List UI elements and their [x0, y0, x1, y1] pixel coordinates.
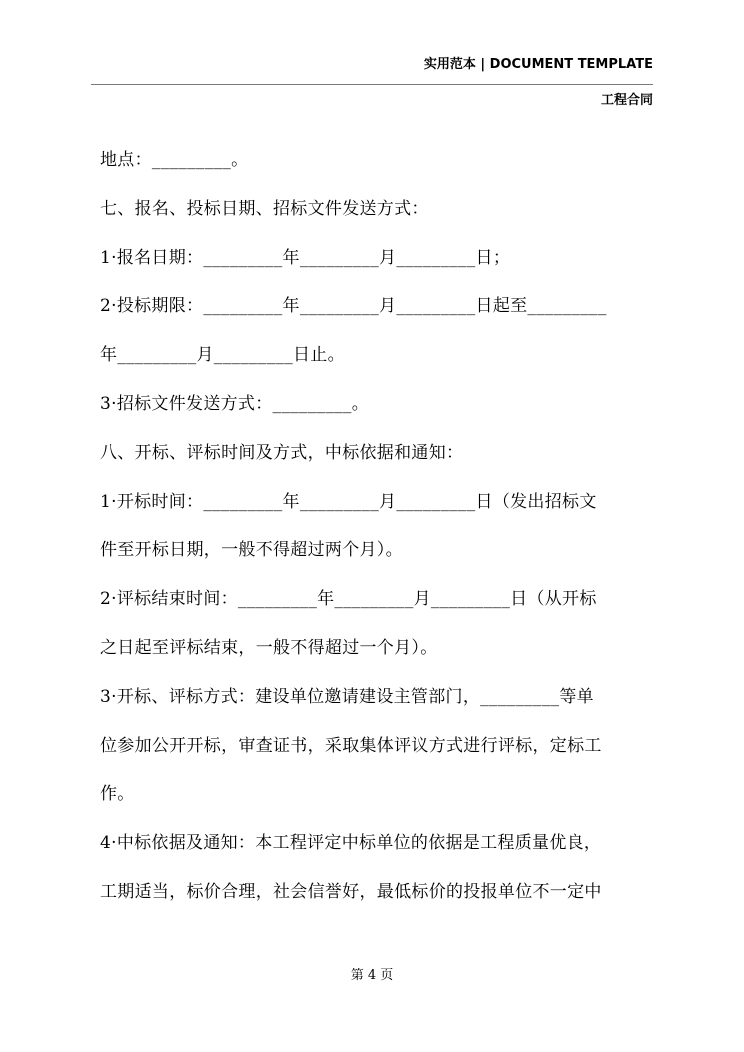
document-header-title: 实用范本 | DOCUMENT TEMPLATE	[423, 57, 653, 72]
body-line: 年_________月_________日止。	[100, 345, 345, 366]
body-line: 地点：_________。	[100, 150, 249, 170]
page-number: 第 4 页	[350, 968, 394, 983]
body-line: 1·开标时间：_________年_________月_________日（发出招标文	[100, 491, 597, 512]
body-line: 作。	[100, 784, 135, 805]
body-line: 4·中标依据及通知：本工程评定中标单位的依据是工程质量优良，	[100, 833, 602, 854]
body-line: 2·评标结束时间：_________年_________月_________日（从开标	[100, 589, 597, 610]
body-line: 2·投标期限：_________年_________月_________日起至_________	[100, 296, 607, 317]
body-line: 3·招标文件发送方式：_________。	[100, 393, 370, 414]
body-line: 位参加公开开标，审查证书，采取集体评议方式进行评标，定标工	[100, 735, 602, 756]
section-heading: 七、报名、投标日期、招标文件发送方式：	[100, 198, 429, 219]
document-body	[100, 136, 656, 917]
document-category: 工程合同	[600, 93, 653, 108]
body-line: 1·报名日期：_________年_________月_________日；	[100, 247, 511, 268]
section-heading: 八、开标、评标时间及方式，中标依据和通知：	[100, 442, 464, 463]
body-line: 件至开标日期，一般不得超过两个月）。	[100, 540, 403, 561]
body-line: 3·开标、评标方式：建设单位邀请建设主管部门，_________等单	[100, 686, 594, 707]
body-line: 之日起至评标结束，一般不得超过一个月）。	[100, 637, 438, 658]
header-divider	[91, 84, 653, 85]
body-line: 工期适当，标价合理，社会信誉好，最低标价的投报单位不一定中	[100, 881, 602, 902]
